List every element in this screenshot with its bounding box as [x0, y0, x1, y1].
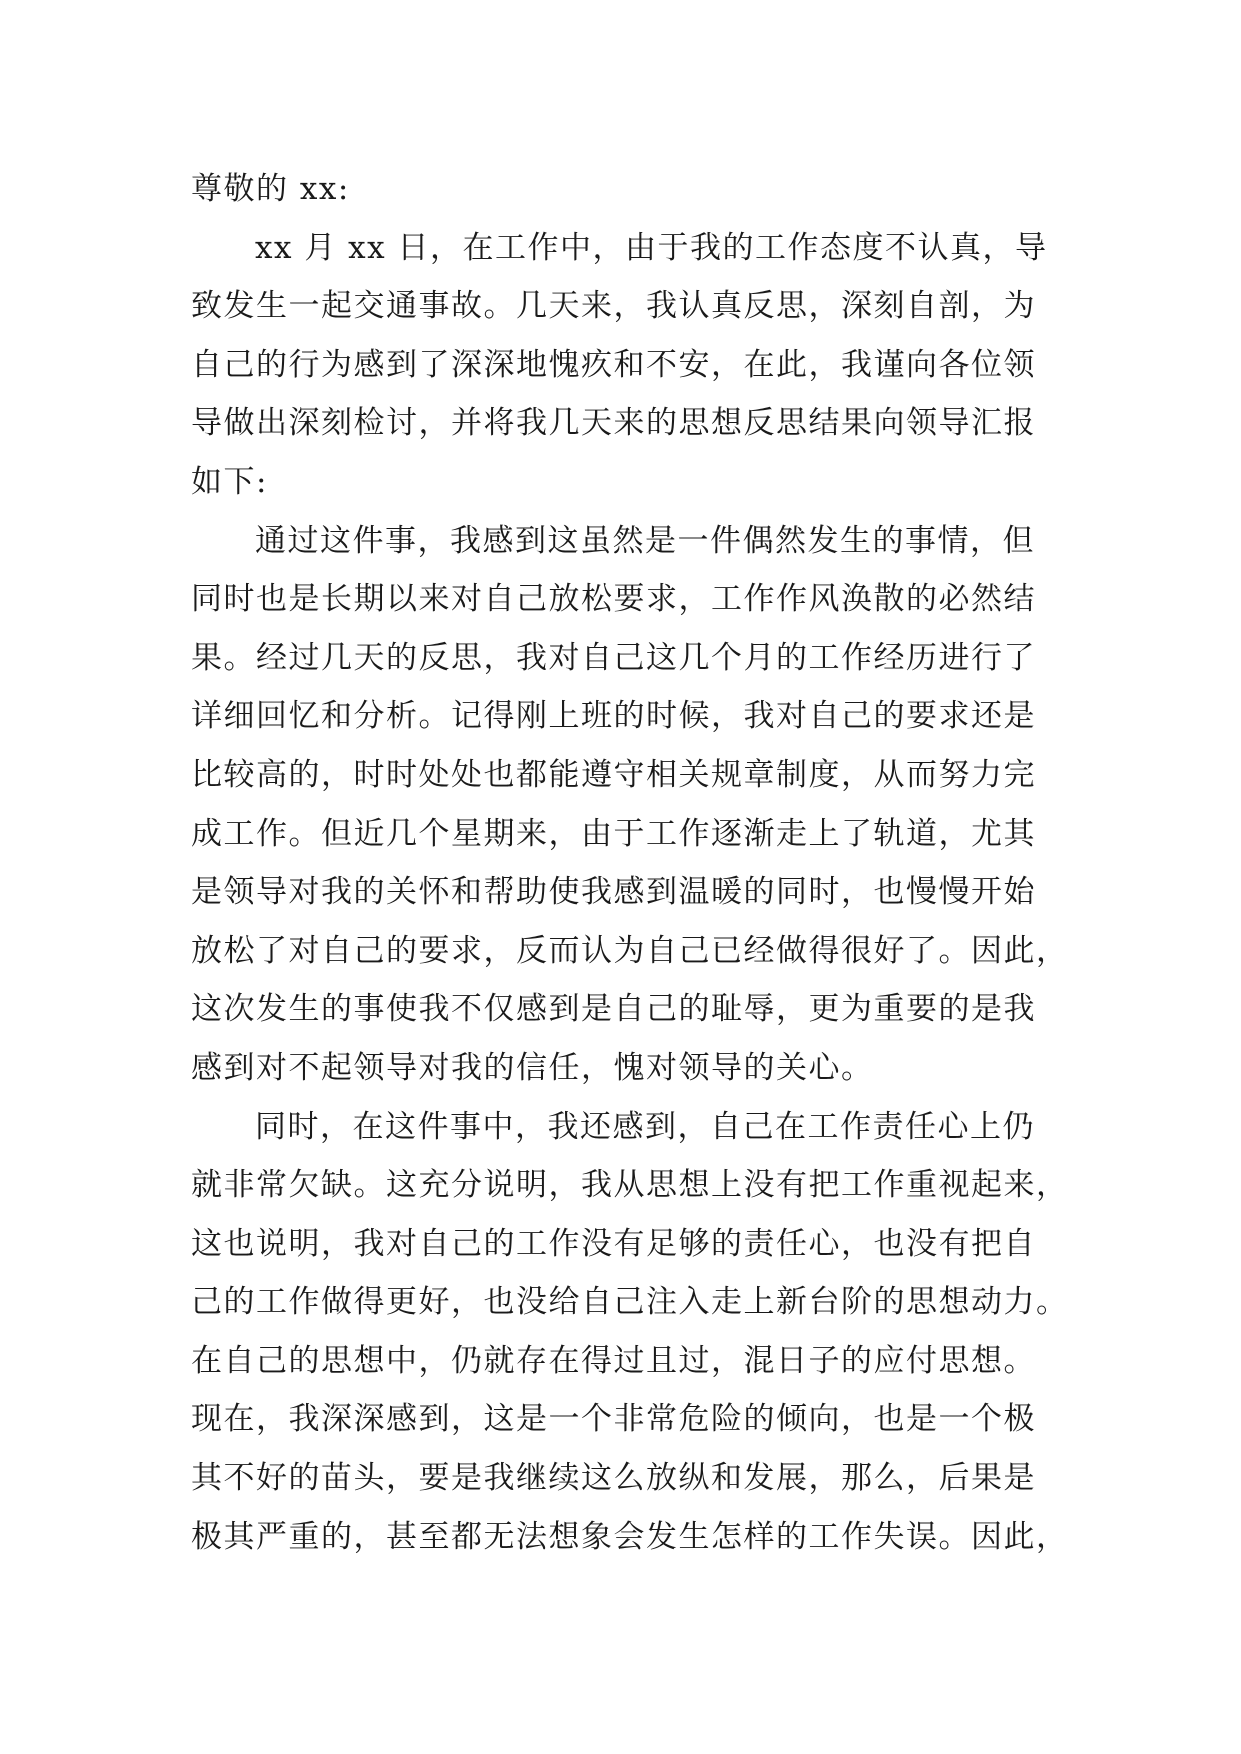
paragraph-line: 就非常欠缺。这充分说明，我从思想上没有把工作重视起来，	[191, 1167, 1069, 1204]
paragraph-line: 在自己的思想中，仍就存在得过且过，混日子的应付思想。	[191, 1342, 1036, 1379]
paragraph-line: xx 月 xx 日，在工作中，由于我的工作态度不认真，导	[255, 229, 1048, 266]
document-body	[191, 160, 1069, 1566]
paragraph-line: 这次发生的事使我不仅感到是自己的耻辱，更为重要的是我	[191, 991, 1036, 1028]
paragraph-line: 同时，在这件事中，我还感到，自己在工作责任心上仍	[255, 1108, 1035, 1145]
paragraph-line: 这也说明，我对自己的工作没有足够的责任心，也没有把自	[191, 1225, 1036, 1262]
paragraph-line: 自己的行为感到了深深地愧疚和不安，在此，我谨向各位领	[191, 346, 1036, 383]
paragraph-line: 是领导对我的关怀和帮助使我感到温暖的同时，也慢慢开始	[191, 874, 1036, 911]
paragraph-line: 果。经过几天的反思，我对自己这几个月的工作经历进行了	[191, 639, 1036, 676]
paragraph-line: 己的工作做得更好，也没给自己注入走上新台阶的思想动力。	[191, 1284, 1069, 1321]
paragraph-line: 导做出深刻检讨，并将我几天来的思想反思结果向领导汇报	[191, 405, 1036, 442]
paragraph-line: 成工作。但近几个星期来，由于工作逐渐走上了轨道，尤其	[191, 815, 1036, 852]
paragraph-line: 通过这件事，我感到这虽然是一件偶然发生的事情，但	[255, 522, 1035, 559]
paragraph-line: 比较高的，时时处处也都能遵守相关规章制度，从而努力完	[191, 756, 1036, 793]
paragraph-line: 感到对不起领导对我的信任，愧对领导的关心。	[191, 1049, 874, 1086]
paragraph-line: 如下:	[191, 463, 268, 500]
paragraph-line: 放松了对自己的要求，反而认为自己已经做得很好了。因此，	[191, 932, 1069, 969]
paragraph-line: 详细回忆和分析。记得刚上班的时候，我对自己的要求还是	[191, 698, 1036, 735]
paragraph-line: 其不好的苗头，要是我继续这么放纵和发展，那么，后果是	[191, 1460, 1036, 1497]
paragraph-line: 现在，我深深感到，这是一个非常危险的倾向，也是一个极	[191, 1401, 1036, 1438]
paragraph-line: 致发生一起交通事故。几天来，我认真反思，深刻自剖，为	[191, 288, 1036, 325]
salutation-line: 尊敬的 xx:	[191, 171, 350, 207]
paragraph-line: 同时也是长期以来对自己放松要求，工作作风涣散的必然结	[191, 581, 1036, 618]
paragraph-line: 极其严重的，甚至都无法想象会发生怎样的工作失误。因此，	[191, 1518, 1069, 1555]
